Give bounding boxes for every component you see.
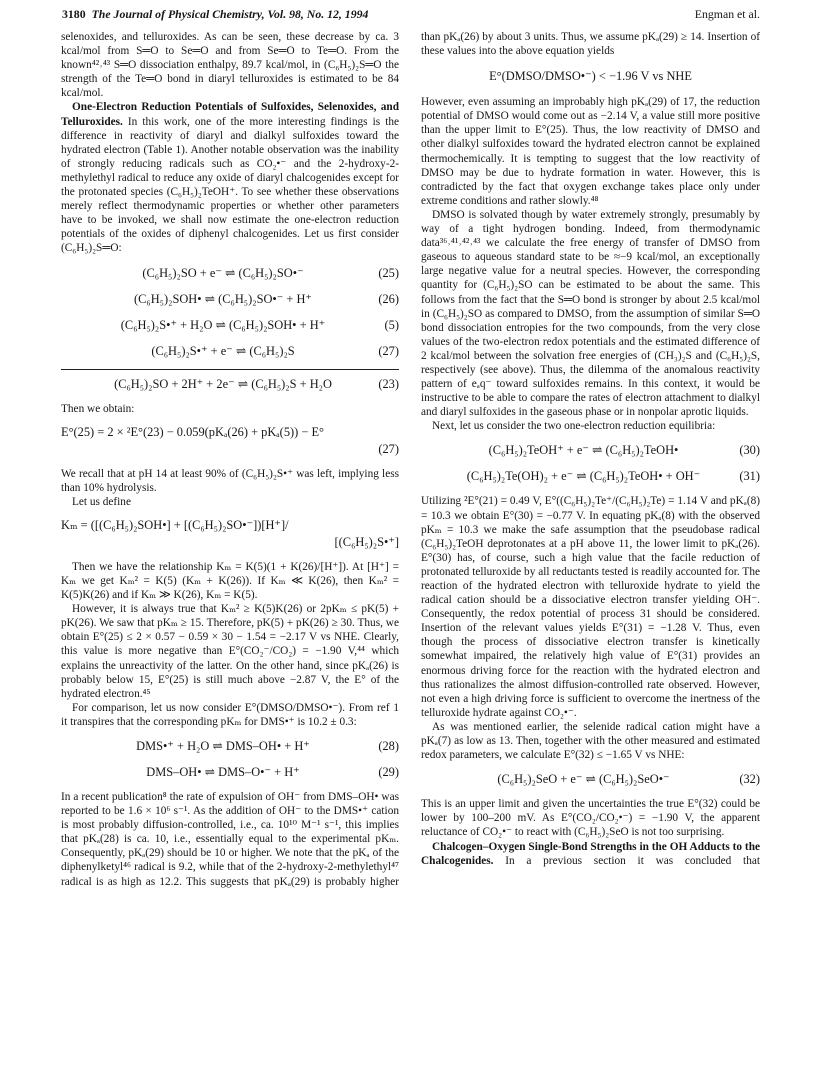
equation (61, 738, 399, 754)
equation-expression: (C₆H₅)₂TeOH⁺ + e⁻ ⇌ (C₆H₅)₂TeOH• (488, 443, 679, 458)
paragraph: Utilizing ²E°(21) = 0.49 V, E°((C₆H₅)₂Te⁺/(C₆H₅)₂Te) = 1.14 V and pKₐ(8) = 10.3 we obtain E°(30) = −0.77 V. In equating pKₐ(8) with the observed pKₘ = 10.3 we make the safe assumption that the pseudobase radical (C₆H₅)₂TeOH deprotonates at a pH above 11, the lower limit to pKₐ(26). E°(30) has, of course, such a high value that the facile reduction of protonated telluroxide by all reductants tested is readily accounted for. The reaction of the hydrated electron with telluroxide hydrate to yield the radical cation should be a dissociative electron transfer yielding OH⁻. Consequently, the redox potential of process 31 should be considered. Insertion of the relevant values yields E°(31) = −1.28 V. Thus, even though the process of dissociative electron transfer is kinetically somewhat impaired, the relatively high value of E°(31) provides an enormous driving force for the reaction with the hydrated electron and thus rationalizes the almost diffusion-controlled rate observed. However, not even a high driving force is sufficient to overcome the inertness of the telluroxide hydrate against CO₂•⁻. (421, 495, 760, 719)
journal-title: The Journal of Physical Chemistry, Vol. 98, No. 12, 1994 (91, 7, 369, 21)
page-number: 3180 (62, 7, 86, 21)
equation-expression: (C₆H₅)₂SO + e⁻ ⇌ (C₆H₅)₂SO•⁻ (142, 265, 304, 280)
equation-number: (29) (378, 765, 399, 779)
equation-expression: DMS•⁺ + H₂O ⇌ DMS–OH• + H⁺ (136, 739, 310, 753)
equation (421, 771, 760, 787)
paragraph: For comparison, let us now consider E°(DMSO/DMSO•⁻). From ref 1 it transpires that the corresponding pKₘ for DMS•⁺ is 10.2 ± 0.3: (61, 701, 399, 728)
running-head-authors: Engman et al. (694, 7, 760, 21)
equation (421, 468, 760, 484)
equation-number: (32) (739, 772, 760, 787)
equation-numerator: Kₘ = ([(C₆H₅)₂SOH•] + [(C₆H₅)₂SO•⁻])[H⁺]/ (61, 517, 289, 532)
equation-expression: (C₆H₅)₂SOH• ⇌ (C₆H₅)₂SO•⁻ + H⁺ (134, 291, 312, 306)
equation-denominator: [(C₆H₅)₂S•⁺] (334, 534, 399, 549)
left-column (61, 30, 399, 889)
equation (421, 442, 760, 458)
paragraph: As was mentioned earlier, the selenide radical cation might have a pKₐ(7) as low as 13. Then, together with the other measured and estimated redox parameters, we calculate E°(32) ≤ −1.65 V vs NHE: (421, 720, 760, 762)
paragraph: Then we obtain: (61, 402, 135, 415)
equation-expression: E°(25) = 2 × ²E°(23) − 0.059(pKₐ(26) + pKₐ(5)) − E° (61, 424, 324, 439)
equation-expression: (C₆H₅)₂SeO + e⁻ ⇌ (C₆H₅)₂SeO•⁻ (497, 772, 670, 787)
equation (61, 291, 399, 307)
equation-expression: DMS–OH• ⇌ DMS–O•⁻ + H⁺ (146, 765, 300, 779)
section-text: In this work, one of the more interesting findings is the difference in reactivity of diaryl and dialkyl sulfoxides toward the hydrated electron (Table 1). Another notable observation was the inability of strongly reducing radicals such as CO₂•⁻ and the 2-hydroxy-2-methylethyl radical to reduce any oxide of diaryl chalcogenides except for the protonated species (C₆H₅)₂TeOH⁺. To see whether these observations merely reflect thermodynamic properties or whether other parameters have to be invoked, we shall now estimate the one-electron reduction potentials of the oxides of diphenyl chalcogenides. Let us first consider (C₆H₅)₂S═O: (61, 115, 399, 255)
right-column (421, 30, 760, 868)
equation-expression: (C₆H₅)₂Te(OH)₂ + e⁻ ⇌ (C₆H₅)₂TeOH• + OH⁻ (466, 469, 701, 484)
paragraph: Then we have the relationship Kₘ = K(5)(1 + K(26)/[H⁺]). At [H⁺] = Kₘ we get Kₘ² = K(5) (Kₘ + K(26)). If Kₘ ≪ K(26), then Kₘ² = K(5)K(26) and if Kₘ ≫ K(26), Kₘ = K(5). (61, 560, 399, 602)
paragraph: In a recent publication⁸ the rate of expulsion of OH⁻ from DMS–OH• was reported to be 1.6 × 10⁶ s⁻¹. As the addition of OH⁻ to the DMS•⁺ cation is most probably diffusion-controlled, i.e., ca. 10¹⁰ M⁻¹ s⁻¹, this implies that pKₐ(28) is ca. 10, i.e., essentially equal to the experimental pKₘ. Consequently, pKₐ(29) should be 10 or higher. We note that the pKₐ of the diphenylketyl⁴⁶ radical is 9.2, while that of the 2-hydroxy-2-methylethyl⁴⁷ radical is as high as 12.2. This suggests that pKₐ(29) is probably higher (61, 791, 399, 888)
section-paragraph (61, 100, 399, 255)
paragraph: This is an upper limit and given the uncertainties the true E°(32) could be lower by 100–200 mV. As E°(CO₂/CO₂•⁻) = −1.90 V, the apparent reluctance of CO₂•⁻ to react with (C₆H₅)₂SeO is not too surprising. (421, 798, 760, 839)
equation (61, 343, 399, 359)
equation-number: (25) (378, 265, 399, 280)
equation-expression: (C₆H₅)₂S•⁺ + H₂O ⇌ (C₆H₅)₂SOH• + H⁺ (120, 317, 326, 332)
section-heading: One-Electron Reduction Potentials of Sulfoxides, Selenoxides, and Telluroxides. (61, 101, 399, 128)
section-paragraph (421, 840, 760, 868)
running-header (62, 5, 760, 23)
equation-number: (5) (384, 317, 399, 332)
equation-number: (27) (378, 441, 399, 456)
equation-expression: (C₆H₅)₂S•⁺ + e⁻ ⇌ (C₆H₅)₂S (151, 343, 295, 358)
paragraph: Let us define (72, 495, 131, 508)
equation-number: (23) (378, 376, 399, 391)
equation-number: (27) (378, 343, 399, 358)
equation: E°(DMSO/DMSO•⁻) < −1.96 V vs NHE (489, 69, 692, 84)
equation (61, 517, 399, 551)
paragraph: DMSO is solvated though by water extremely strongly, presumably by way of a tight hydrogen bonding. Indeed, from thermodynamic data³⁶˒⁴¹˒⁴²˒⁴³ we calculate the free energy of transfer of DMSO from gaseous to aqueous standard state to be ≈−9 kcal/mol, an exceptionally large negative value for a neutral species. However, the corresponding quantity for (C₆H₅)₂SO can be estimated to be about the same. This follows from the fact that the S═O bond is stronger by about 2.5 kcal/mol in (C₆H₅)₂SO as compared to DMSO, from the assumption of similar S═O bond dissociation entropies for the two compounds, from the very close values of the two-electron redox potentials and the estimated difference of 2 kcal/mol between the solvation free energies of (CH₃)₂S and (C₆H₅)₂S, respectively (see above). Thus, the dilemma of the anomalous reactivity pattern of eₐq⁻ toward sulfoxides remains. In this context, it would be instructive to be able to compare the rates of electron attachment to dialkyl and diaryl sulfoxides in the gaseous phase or in nonpolar aprotic liquids. (421, 208, 760, 419)
equation (61, 317, 399, 333)
equation (61, 764, 399, 780)
equation-sum (61, 369, 399, 392)
equation-expression: (C₆H₅)₂SO + 2H⁺ + 2e⁻ ⇌ (C₆H₅)₂S + H₂O (114, 376, 332, 391)
paragraph: selenoxides, and telluroxides. As can be seen, these decrease by ca. 3 kcal/mol from S═O to Se═O and from Se═O to Te═O. From the known⁴²˒⁴³ S═O dissociation enthalpy, 89.7 kcal/mol, in (C₆H₅)₂S═O the strength of the Te═O bond in diaryl telluroxides is estimated to be 84 kcal/mol. (61, 31, 399, 100)
equation-number: (26) (378, 291, 399, 306)
paragraph: We recall that at pH 14 at least 90% of (C₆H₅)₂S•⁺ was left, implying less than 10% hydrolysis. (61, 467, 399, 494)
equation (61, 265, 399, 281)
paragraph: Next, let us consider the two one-electron reduction equilibria: (432, 420, 716, 433)
equation (61, 424, 399, 458)
section-text: In a previous section it was concluded that (505, 854, 760, 867)
equation-number: (28) (378, 739, 399, 753)
header-citation (62, 5, 368, 23)
paragraph: However, even assuming an improbably high pKₐ(29) of 17, the reduction potential of DMSO would come out as −2.14 V, a value still more positive than the upper limit to E°(25). Thus, the low reactivity of DMSO and other dialkyl sulfoxides toward the hydrated electron cannot be explained thermochemically. It is tempting to suggest that the low reactivity of DMSO may be due to hydrate formation in water. However, this is contradicted by the fact that oxygen exchange takes place only under extreme conditions and rather slowly.⁴⁸ (421, 96, 760, 207)
equation-number: (31) (739, 469, 760, 484)
paragraph: than pKₐ(26) by about 3 units. Thus, we assume pKₐ(29) ≥ 14. Insertion of these values into the above equation yields (421, 31, 760, 58)
paragraph: However, it is always true that Kₘ² ≥ K(5)K(26) or 2pKₘ ≤ pK(5) + pK(26). We saw that pKₘ ≥ 15. Therefore, pK(5) + pK(26) ≥ 30. Thus, we obtain E°(25) ≤ 2 × 0.57 − 0.59 × 30 − 1.54 = −2.17 V vs NHE. Clearly, this value is more negative than E°(CO₂⁻/CO₂) = −1.90 V,⁴⁴ which explains the unreactivity of the latter. On the other hand, since pKₐ(26) is probably below 15, E°(25) is still much above −2.87 V, the E° of the hydrated electron.⁴⁵ (61, 603, 399, 700)
equation-number: (30) (739, 443, 760, 458)
section-heading: Chalcogen–Oxygen Single-Bond Strengths in the OH Adducts to the Chalcogenides. (421, 840, 760, 867)
